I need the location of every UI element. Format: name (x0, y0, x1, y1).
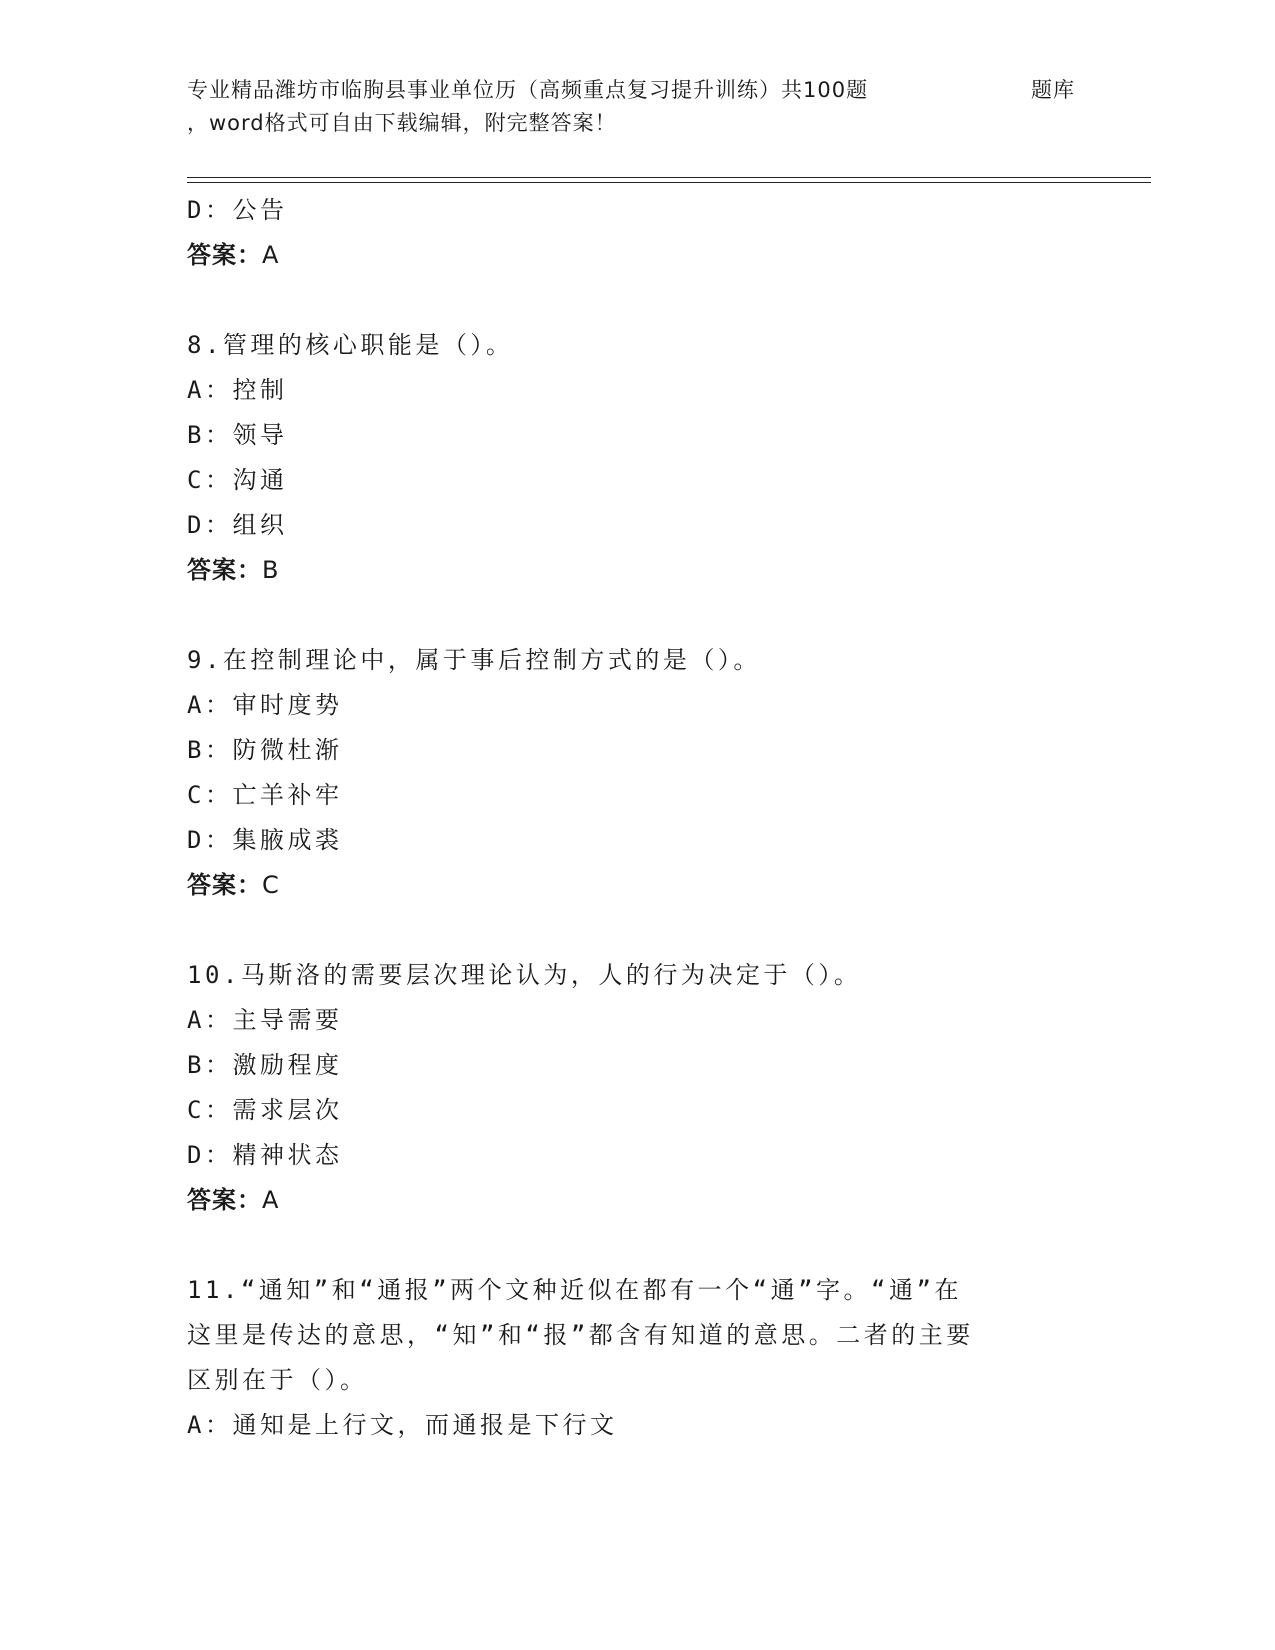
header-tag: 题库 (1031, 78, 1075, 102)
question-8-option-d: D：组织 (187, 511, 288, 539)
question-9-option-c: C：亡羊补牢 (187, 781, 343, 809)
spacer (187, 278, 1087, 323)
answer-value: B (262, 556, 280, 584)
answer-label: 答案： (187, 871, 262, 899)
header-title-line2: ，word格式可自由下载编辑，附完整答案！ (187, 111, 617, 135)
header-divider-bottom (187, 182, 1151, 183)
prev-option-d: D：公告 (187, 196, 288, 224)
answer-value: C (262, 871, 280, 899)
question-content (187, 188, 1087, 1448)
answer-value: A (262, 1186, 280, 1214)
question-10-stem: 10.马斯洛的需要层次理论认为，人的行为决定于（）。 (187, 961, 862, 989)
question-8-option-c: C：沟通 (187, 466, 288, 494)
question-10-option-a: A：主导需要 (187, 1006, 343, 1034)
question-10-option-c: C：需求层次 (187, 1096, 343, 1124)
question-11-stem-line1: 11.“通知”和“通报”两个文种近似在都有一个“通”字。“通”在 (187, 1276, 962, 1304)
question-10-option-d: D：精神状态 (187, 1141, 343, 1169)
page-header (187, 74, 1087, 140)
answer-label: 答案： (187, 1186, 262, 1214)
answer-value: A (262, 241, 280, 269)
answer-label: 答案： (187, 556, 262, 584)
question-11-stem-line3: 区别在于（）。 (187, 1366, 368, 1394)
header-title: 专业精品潍坊市临朐县事业单位历（高频重点复习提升训练）共100题 (187, 78, 869, 102)
prev-answer (187, 233, 1087, 278)
question-8-option-a: A：控制 (187, 376, 288, 404)
spacer (187, 593, 1087, 638)
question-8-option-b: B：领导 (187, 421, 288, 449)
question-10-option-b: B：激励程度 (187, 1051, 343, 1079)
question-11-option-a: A：通知是上行文，而通报是下行文 (187, 1411, 618, 1439)
spacer (187, 1223, 1087, 1268)
question-8-answer (187, 548, 1087, 593)
question-9-option-b: B：防微杜渐 (187, 736, 343, 764)
question-9-option-a: A：审时度势 (187, 691, 343, 719)
question-9-option-d: D：集腋成裘 (187, 826, 343, 854)
header-title-line1 (187, 74, 1087, 107)
question-9-stem: 9.在控制理论中，属于事后控制方式的是（）。 (187, 646, 761, 674)
spacer (187, 908, 1087, 953)
question-10-answer (187, 1178, 1087, 1223)
question-11-stem-line2: 这里是传达的意思，“知”和“报”都含有知道的意思。二者的主要 (187, 1321, 974, 1349)
question-8-stem: 8.管理的核心职能是（）。 (187, 331, 514, 359)
question-9-answer (187, 863, 1087, 908)
header-divider-top (187, 177, 1151, 178)
answer-label: 答案： (187, 241, 262, 269)
